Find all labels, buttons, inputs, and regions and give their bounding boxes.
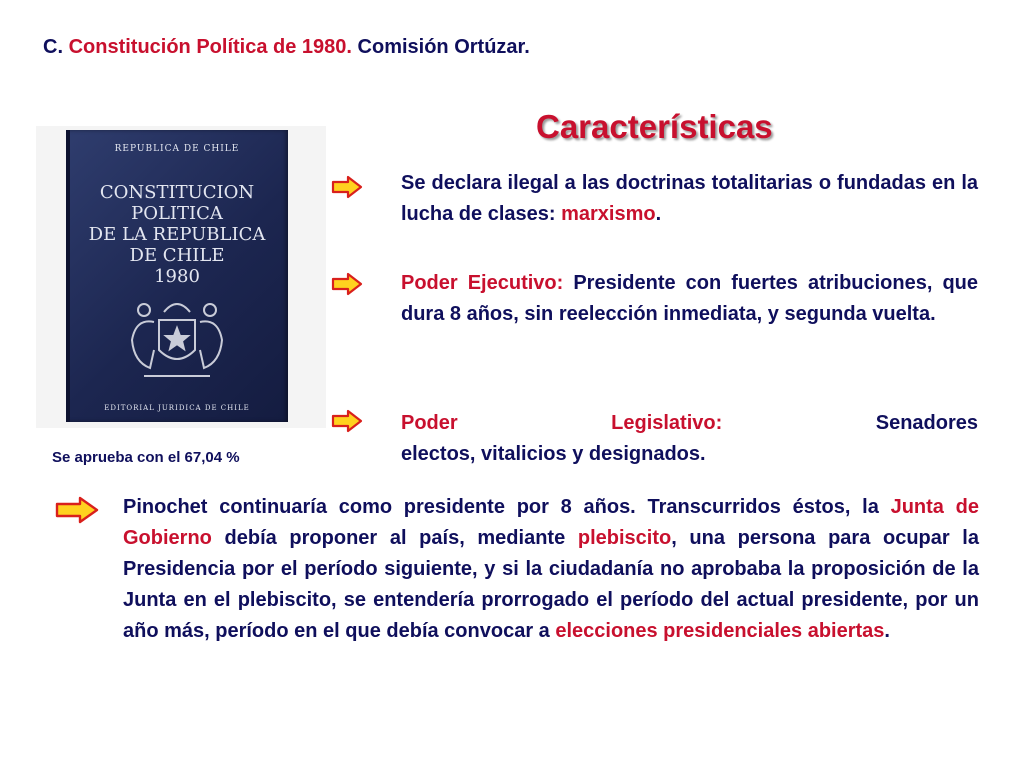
coat-of-arms-icon [114, 290, 240, 390]
bullet-ilegal-doctrinas [401, 168, 978, 230]
book-title-line: DE LA REPUBLICA [88, 224, 266, 245]
arrow-right-icon [331, 409, 363, 433]
label-legislativo: Legislativo: [611, 412, 723, 434]
bullet-poder-ejecutivo [401, 268, 978, 330]
bullet-first-line [401, 408, 978, 439]
slide-title [43, 36, 530, 59]
arrow-right-icon [331, 175, 363, 199]
highlight-marxismo: marxismo [561, 203, 656, 225]
word-senadores: Senadores [875, 412, 978, 434]
bullet-end: . [655, 203, 662, 225]
pinochet-paragraph [123, 492, 979, 647]
book-title [66, 182, 288, 287]
title-red-text: Constitución Política de 1980. [68, 36, 352, 58]
bullet-second-line: electos, vitalicios y designados. [401, 443, 706, 465]
book-editorial: EDITORIAL JURIDICA DE CHILE [104, 404, 250, 412]
label-poder-ejecutivo: Poder Ejecutivo: [401, 272, 564, 294]
section-heading: Características [536, 108, 773, 145]
book-title-line: POLITICA [131, 203, 223, 224]
book-title-line: DE CHILE [129, 245, 225, 266]
book-publisher: REPUBLICA DE CHILE [114, 144, 240, 154]
arrow-right-icon [55, 496, 99, 524]
bullet-text: Presidente con fuertes atribuciones, que dura 8 años, sin reelección inmediata, y segunda vuelta. [401, 272, 979, 325]
title-letter: C. [43, 36, 63, 58]
bullet-poder-legislativo [401, 408, 978, 470]
highlight-junta-de-gobierno: Junta de Gobierno [123, 496, 979, 549]
constitution-book-image [66, 130, 288, 422]
label-poder: Poder [401, 412, 458, 434]
paragraph-part1: Pinochet continuaría como presidente por 8 años. Transcurridos éstos, la [123, 496, 891, 518]
book-title-line: CONSTITUCION [99, 182, 255, 203]
bullet-text: Se declara ilegal a las doctrinas totalitarias o fundadas en la lucha de clases: [401, 172, 978, 225]
approval-caption: Se aprueba con el 67,04 % [52, 449, 240, 466]
paragraph-end: . [884, 620, 890, 642]
paragraph-part2: debía proponer al país, mediante [211, 527, 578, 549]
highlight-elecciones: elecciones presidenciales abiertas [555, 620, 885, 642]
book-title-line: 1980 [154, 266, 200, 287]
title-navy-text: Comisión Ortúzar. [357, 36, 530, 58]
paragraph-part3: , una persona para ocupar la Presidencia por el período siguiente, y si la ciudadanía no aprobaba la proposición de la Junta en el plebiscito, se entendería prorrogado el período del actual presidente, por un año más, período en el que debía convocar a [123, 527, 979, 642]
highlight-plebiscito: plebiscito [577, 527, 672, 549]
arrow-right-icon [331, 272, 363, 296]
